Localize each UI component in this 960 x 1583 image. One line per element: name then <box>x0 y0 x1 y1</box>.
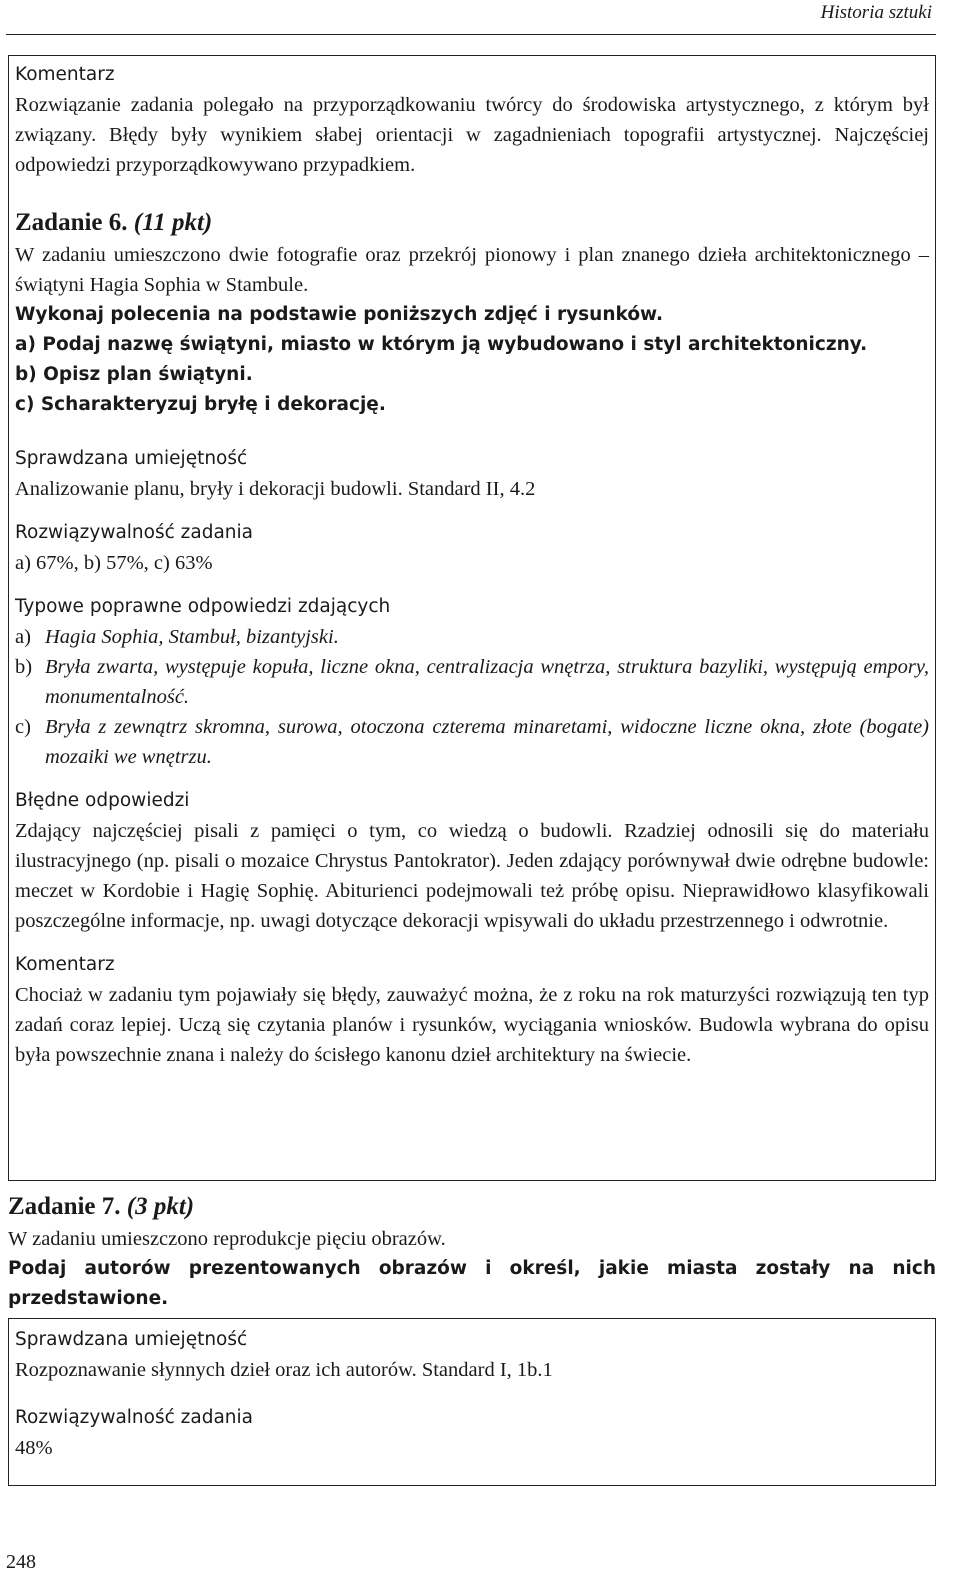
comment1-text: Rozwiązanie zadania polegało na przyporządkowaniu twórcy do środowiska artystycznego, z którym był związany. Błędy były wynikiem słabej orientacji w zagadnieniach topografii artystycznej. Najczęściej odpowiedzi przyporządkowywano przypadkiem. <box>15 94 929 176</box>
list-item <box>15 712 929 772</box>
list-item <box>15 652 929 712</box>
task7-text-block <box>8 1224 936 1314</box>
task6-label: Zadanie 6. <box>15 209 128 236</box>
errors-text: Zdający najczęściej pisali z pamięci o tym, co wiedzą o budowli. Rzadziej odnosili się do materiału ilustracyjnego (np. pisali o mozaice Chrystus Pantokrator). Jeden zdający porównywał dwie odrębne budowle: meczet w Kordobie i Hagię Sophię. Abiturienci podejmowali też próbę opisu. Nieprawidłowo klasyfikowali poszczególne informacje, np. uwagi dotyczące dekoracji wpisywali do układu przestrzennego i odwrotnie. <box>15 820 929 932</box>
list-item <box>15 622 929 652</box>
task6-title <box>15 206 929 240</box>
answer-label: c) <box>15 716 31 738</box>
task6-instruction-c: c) Scharakteryzuj bryłę i dekorację. <box>15 394 386 415</box>
typical-answers-list <box>15 622 929 772</box>
errors-heading: Błędne odpowiedzi <box>15 790 190 811</box>
typical-answers-heading: Typowe poprawne odpowiedzi zdających <box>15 596 391 617</box>
task7-instruction: Podaj autorów prezentowanych obrazów i określ, jakie miasta zostały na nich przedstawione. <box>8 1258 936 1309</box>
skill-text: Analizowanie planu, bryły i dekoracji budowli. Standard II, 4.2 <box>15 478 536 500</box>
task6-box <box>8 55 936 1181</box>
task6-instruction-b: b) Opisz plan świątyni. <box>15 364 253 385</box>
skill-heading: Sprawdzana umiejętność <box>15 1329 248 1350</box>
solvability-heading: Rozwiązywalność zadania <box>15 1407 253 1428</box>
comment1-heading: Komentarz <box>15 64 115 85</box>
solvability-text: a) 67%, b) 57%, c) 63% <box>15 552 213 574</box>
page-number: 248 <box>6 1551 36 1573</box>
answer-label: a) <box>15 626 31 648</box>
header-title: Historia sztuki <box>820 2 932 23</box>
answer-text: Bryła zwarta, występuje kopuła, liczne okna, centralizacja wnętrza, struktura bazyliki, występują empory, monumentalność. <box>45 656 929 708</box>
task6-instruction-a: a) Podaj nazwę świątyni, miasto w którym ją wybudowano i styl architektoniczny. <box>15 334 868 355</box>
solvability-heading: Rozwiązywalność zadania <box>15 522 253 543</box>
task6-instruction: Wykonaj polecenia na podstawie poniższych zdjęć i rysunków. <box>15 304 663 325</box>
task7-intro: W zadaniu umieszczono reprodukcje pięciu obrazów. <box>8 1228 446 1250</box>
page-header <box>6 0 936 35</box>
answer-text: Hagia Sophia, Stambuł, bizantyjski. <box>45 626 339 648</box>
task6-points: (11 pkt) <box>133 209 213 236</box>
task7-body <box>8 1202 936 1222</box>
comment2-heading: Komentarz <box>15 954 115 975</box>
comment2-text: Chociaż w zadaniu tym pojawiały się błędy, zauważyć można, że z roku na rok maturzyści rozwiązują ten typ zadań coraz lepiej. Uczą się czytania planów i rysunków, wyciągania wniosków. Budowla wybrana do opisu była powszechnie znana i należy do ścisłego kanonu dzieł architektury na świecie. <box>15 984 929 1066</box>
task6-intro: W zadaniu umieszczono dwie fotografie oraz przekrój pionowy i plan znanego dzieła architektonicznego – świątyni Hagia Sophia w Stambule. <box>15 244 929 296</box>
answer-label: b) <box>15 656 33 678</box>
solvability-text: 48% <box>15 1437 53 1459</box>
answer-text: Bryła z zewnątrz skromna, surowa, otoczona czterema minaretami, widoczne liczne okna, złote (bogate) mozaiki we wnętrzu. <box>45 716 929 768</box>
task7-box <box>8 1318 936 1486</box>
task7-points: (3 pkt) <box>126 1193 195 1220</box>
skill-text: Rozpoznawanie słynnych dzieł oraz ich autorów. Standard I, 1b.1 <box>15 1359 553 1381</box>
task7-label: Zadanie 7. <box>8 1193 121 1220</box>
skill-heading: Sprawdzana umiejętność <box>15 448 248 469</box>
